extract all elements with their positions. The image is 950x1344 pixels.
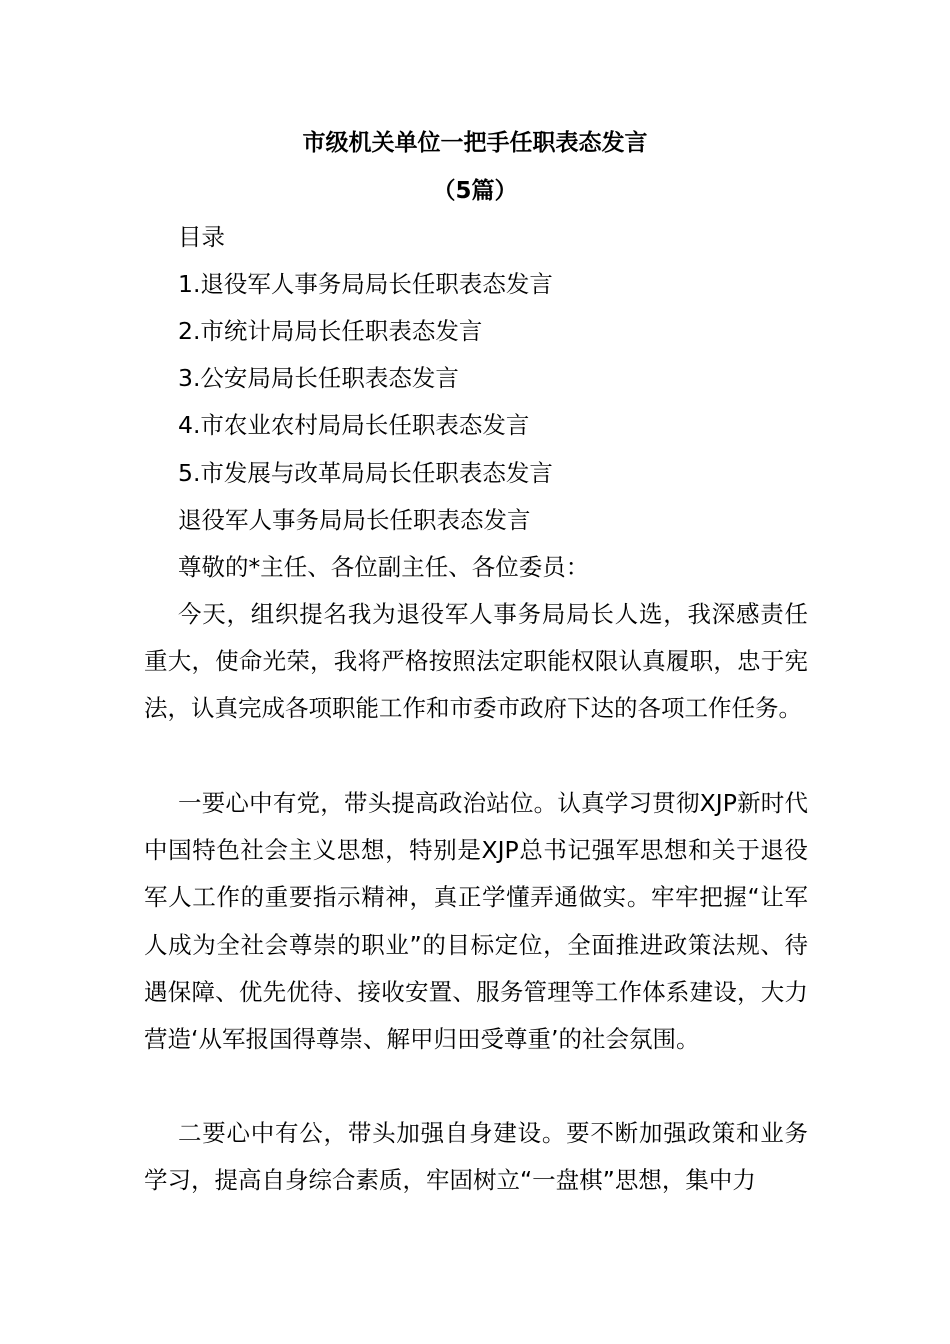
document-subtitle: （5篇） xyxy=(432,178,518,204)
document-title: 市级机关单位一把手任职表态发言 xyxy=(302,130,648,156)
toc-item-4: 4.市农业农村局局长任职表态发言 xyxy=(178,411,530,439)
toc-item-5: 5.市发展与改革局局长任职表态发言 xyxy=(178,459,553,487)
paragraph-1: 今天，组织提名我为退役军人事务局局长人选，我深感责任重大，使命光荣，我将严格按照法定职能权限认真履职，忠于宪法，认真完成各项职能工作和市委市政府下达的各项工作任务。 xyxy=(144,600,808,723)
toc-heading: 目录 xyxy=(178,223,225,251)
toc-item-1: 1.退役军人事务局局长任职表态发言 xyxy=(178,270,553,298)
section-title: 退役军人事务局局长任职表态发言 xyxy=(178,506,531,534)
paragraph-3: 二要心中有公，带头加强自身建设。要不断加强政策和业务学习，提高自身综合素质，牢固树立“一盘棋”思想，集中力 xyxy=(144,1119,808,1195)
toc-item-2: 2.市统计局局长任职表态发言 xyxy=(178,317,483,345)
salutation: 尊敬的*主任、各位副主任、各位委员： xyxy=(178,553,590,581)
paragraph-2: 一要心中有党，带头提高政治站位。认真学习贯彻XJP新时代中国特色社会主义思想，特别是XJP总书记强军思想和关于退役军人工作的重要指示精神，真正学懂弄通做实。牢牢把握“让军人成为全社会尊崇的职业”的目标定位，全面推进政策法规、待遇保障、优先优待、接收安置、服务管理等工作体系建设，大力营造‘从军报国得尊崇、解甲归田受尊重’的社会氛围。 xyxy=(144,789,808,1054)
toc-item-3: 3.公安局局长任职表态发言 xyxy=(178,364,459,392)
